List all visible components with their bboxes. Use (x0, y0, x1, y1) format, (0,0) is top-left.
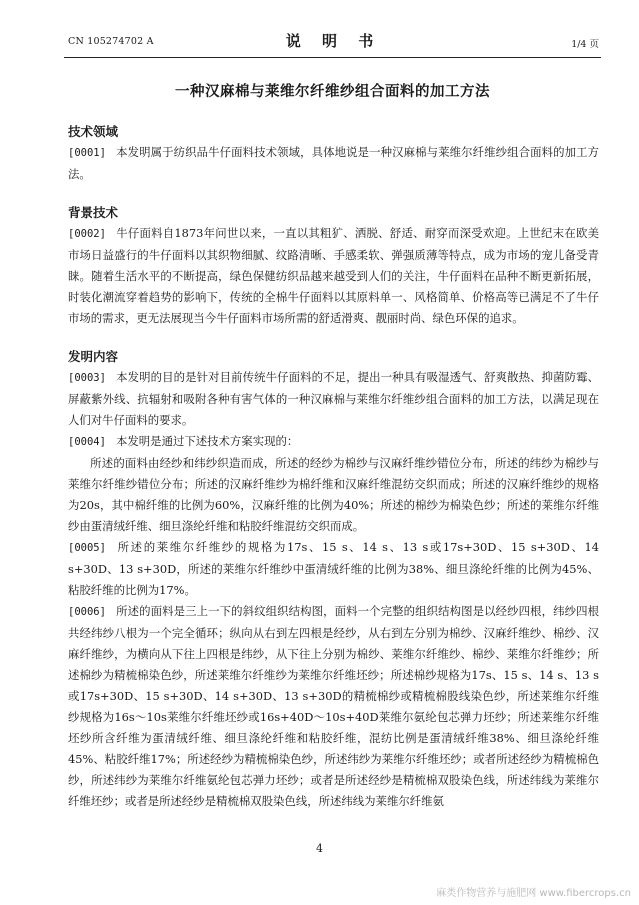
paragraph (68, 453, 599, 537)
document-type: 说 明 书 (285, 32, 382, 50)
paragraph-text: 所述的面料由经纱和纬纱织造而成，所述的经纱为棉纱与汉麻纤维纱错位分布，所述的纬纱为棉纱与莱维尔纤维纱错位分布；所述的汉麻纤维纱为棉纤维和汉麻纤维混纺交织而成；所述的汉麻纤维纱的规格为20s，其中棉纤维的比例为60%，汉麻纤维的比例为40%；所述的棉纱为棉染色纱；所述的莱维尔纤维纱由蛋清绒纤维、细旦涤纶纤维和粘胶纤维混纺交织而成。 (68, 456, 599, 533)
paragraph (68, 537, 599, 601)
section-heading: 发明内容 (68, 349, 119, 364)
header-rule (64, 57, 601, 58)
paragraph-number: [0003] (68, 372, 106, 384)
page-number: 4 (316, 842, 323, 855)
paragraph-text: 本发明是通过下述技术方案实现的： (116, 434, 299, 448)
page-indicator: 1/4 页 (571, 39, 599, 50)
paragraph (68, 223, 599, 329)
paragraph-number: [0001] (68, 147, 106, 159)
document-body (68, 122, 599, 812)
page-header (68, 30, 599, 52)
paragraph-text: 牛仔面料自1873年问世以来，一直以其粗犷、洒脱、舒适、耐穿而深受欢迎。上世纪末在欧美市场日益盛行的牛仔面料以其织物细腻、纹路清晰、手感柔软、弹强质薄等特点，成为市场的宠儿备受青睐。随着生活水平的不断提高，绿色保健纺织品越来越受到人们的关注，牛仔面料在品种不断更新拓展，时装化潮流穿着趋势的影响下，传统的全棉牛仔面料以其原料单一、风格简单、价格高等已满足不了牛仔市场的需求，更无法展现当今牛仔面料市场所需的舒适滑爽、靓丽时尚、绿色环保的追求。 (68, 226, 599, 325)
paragraph-text: 所述的面料是三上一下的斜纹组织结构图，面料一个完整的组织结构图是以经纱四根，纬纱四根共经纬纱八根为一个完全循环；纵向从右到左四根是经纱，从右到左分别为棉纱、汉麻纤维纱、棉纱、汉麻纤维纱，为横向从下往上四根是纬纱，从下往上分别为棉纱、莱维尔纤维纱、棉纱、莱维尔纤维纱；所述棉纱为精梳棉染色纱，所述莱维尔纤维纱为莱维尔纤维坯纱；所述棉纱规格为17s、15 s、14 s、13 s或17s+30D、15 s+30D、14 s+30D、13 s+30D的精梳棉纱或精梳棉股线染色纱，所述莱维尔纤维纱规格为16s～10s莱维尔纤维坯纱或16s+40D～10s+40D莱维尔氨纶包芯弹力坯纱；所述莱维尔纤维坯纱所含纤维为蛋清绒纤维、细旦涤纶纤维和粘胶纤维，混纺比例是蛋清绒纤维38%、细旦涤纶纤维45%、粘胶纤维17%；所述经纱为精梳棉染色纱，所述纬纱为莱维尔纤维坯纱；或者所述经纱为精梳棉色纱，所述纬纱为莱维尔纤维氨纶包芯弹力坯纱；或者是所述经纱是精梳棉双股染色线，所述纬线为莱维尔纤维坯纱；或者是所述经纱是精梳棉双股染色线，所述纬线为莱维尔纤维氨 (68, 604, 599, 808)
patent-number: CN 105274702 A (68, 36, 154, 47)
section-heading: 技术领域 (68, 124, 119, 139)
paragraph (68, 367, 599, 431)
paragraph (68, 601, 599, 812)
paragraph-number: [0002] (68, 228, 106, 240)
paragraph (68, 142, 599, 185)
paragraph-number: [0004] (68, 436, 106, 448)
paragraph-number: [0005] (68, 542, 106, 554)
paragraph-number: [0006] (68, 606, 106, 618)
section-heading: 背景技术 (68, 205, 119, 220)
document-title: 一种汉麻棉与莱维尔纤维纱组合面料的加工方法 (175, 83, 490, 100)
paragraph-text: 本发明属于纺织品牛仔面料技术领域，具体地说是一种汉麻棉与莱维尔纤维纱组合面料的加工方法。 (68, 145, 599, 181)
paragraph-text: 所述的莱维尔纤维纱的规格为17s、15 s、14 s、13 s或17s+30D、15 s+30D、14 s+30D、13 s+30D，所述的莱维尔纤维纱中蛋清绒纤维的比例为38%、细旦涤纶纤维的比例为45%、粘胶纤维的比例为17%。 (68, 540, 599, 597)
paragraph (68, 431, 599, 453)
watermark-text: 麻类作物营养与施肥网 www.fibercrops.cn (436, 888, 631, 899)
paragraph-text: 本发明的目的是针对目前传统牛仔面料的不足，提出一种具有吸湿透气、舒爽散热、抑菌防霉、屏蔽紫外线、抗辐射和吸附各种有害气体的一种汉麻棉与莱维尔纤维纱组合面料的加工方法，以满足现在人们对牛仔面料的要求。 (68, 370, 599, 427)
